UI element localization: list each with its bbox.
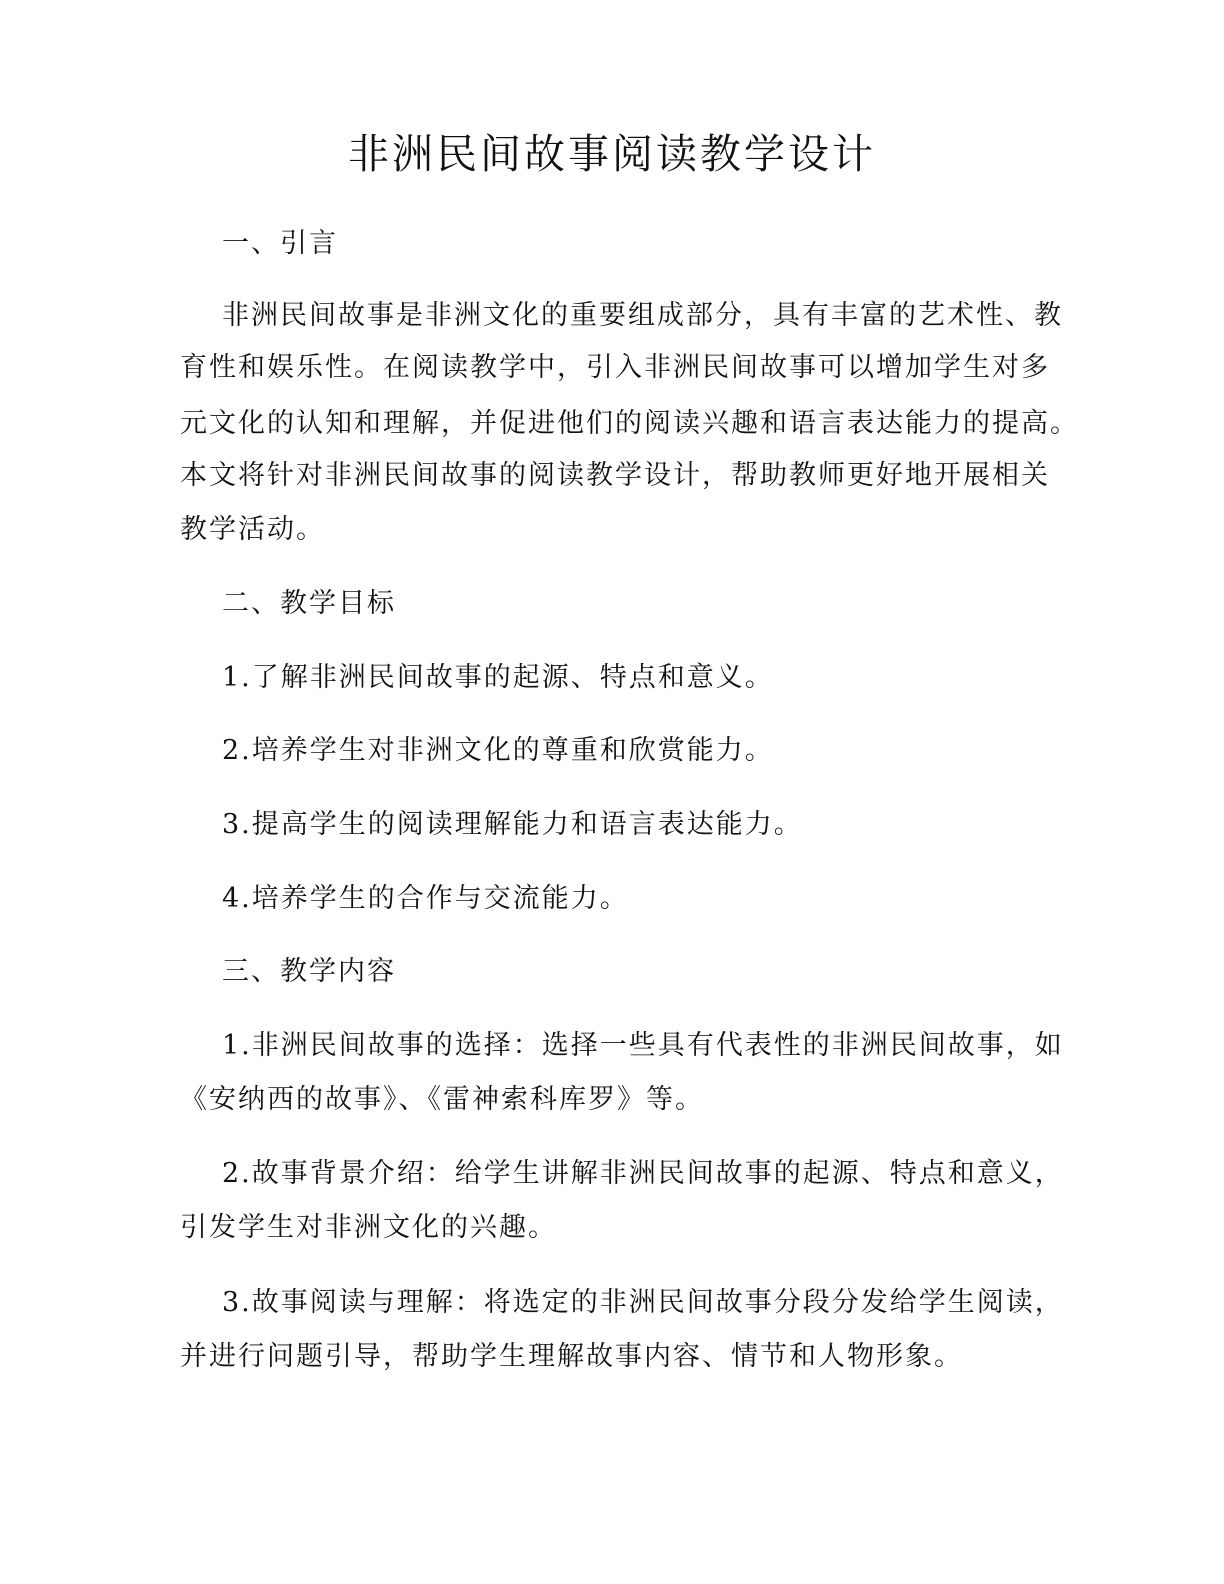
objective-item: 1.了解非洲民间故事的起源、特点和意义。: [222, 662, 774, 693]
intro-paragraph-line: 本文将针对非洲民间故事的阅读教学设计，帮助教师更好地开展相关: [180, 460, 1050, 491]
content-item-line: 3.故事阅读与理解：将选定的非洲民间故事分段分发给学生阅读，: [222, 1287, 1064, 1318]
intro-paragraph-line: 教学活动。: [180, 514, 325, 545]
objective-item: 3.提高学生的阅读理解能力和语言表达能力。: [222, 809, 803, 840]
section-heading-objectives: 二、教学目标: [222, 588, 396, 619]
section-heading-introduction: 一、引言: [222, 228, 338, 259]
objective-item: 4.培养学生的合作与交流能力。: [222, 883, 629, 914]
objective-item: 2.培养学生对非洲文化的尊重和欣赏能力。: [222, 735, 774, 766]
intro-paragraph-line: 非洲民间故事是非洲文化的重要组成部分，具有丰富的艺术性、教: [222, 300, 1063, 331]
section-heading-content: 三、教学内容: [222, 956, 396, 987]
content-item-line: 1.非洲民间故事的选择：选择一些具有代表性的非洲民间故事，如: [222, 1030, 1064, 1061]
content-item-line: 《安纳西的故事》、《雷神索科库罗》等。: [180, 1084, 704, 1115]
content-item-line: 并进行问题引导，帮助学生理解故事内容、情节和人物形象。: [180, 1341, 963, 1372]
content-item-line: 引发学生对非洲文化的兴趣。: [180, 1212, 557, 1243]
intro-paragraph-line: 元文化的认知和理解，并促进他们的阅读兴趣和语言表达能力的提高。: [180, 408, 1079, 439]
document-title: 非洲民间故事阅读教学设计: [348, 130, 876, 178]
intro-paragraph-line: 育性和娱乐性。在阅读教学中，引入非洲民间故事可以增加学生对多: [180, 352, 1050, 383]
content-item-line: 2.故事背景介绍：给学生讲解非洲民间故事的起源、特点和意义，: [222, 1158, 1064, 1189]
